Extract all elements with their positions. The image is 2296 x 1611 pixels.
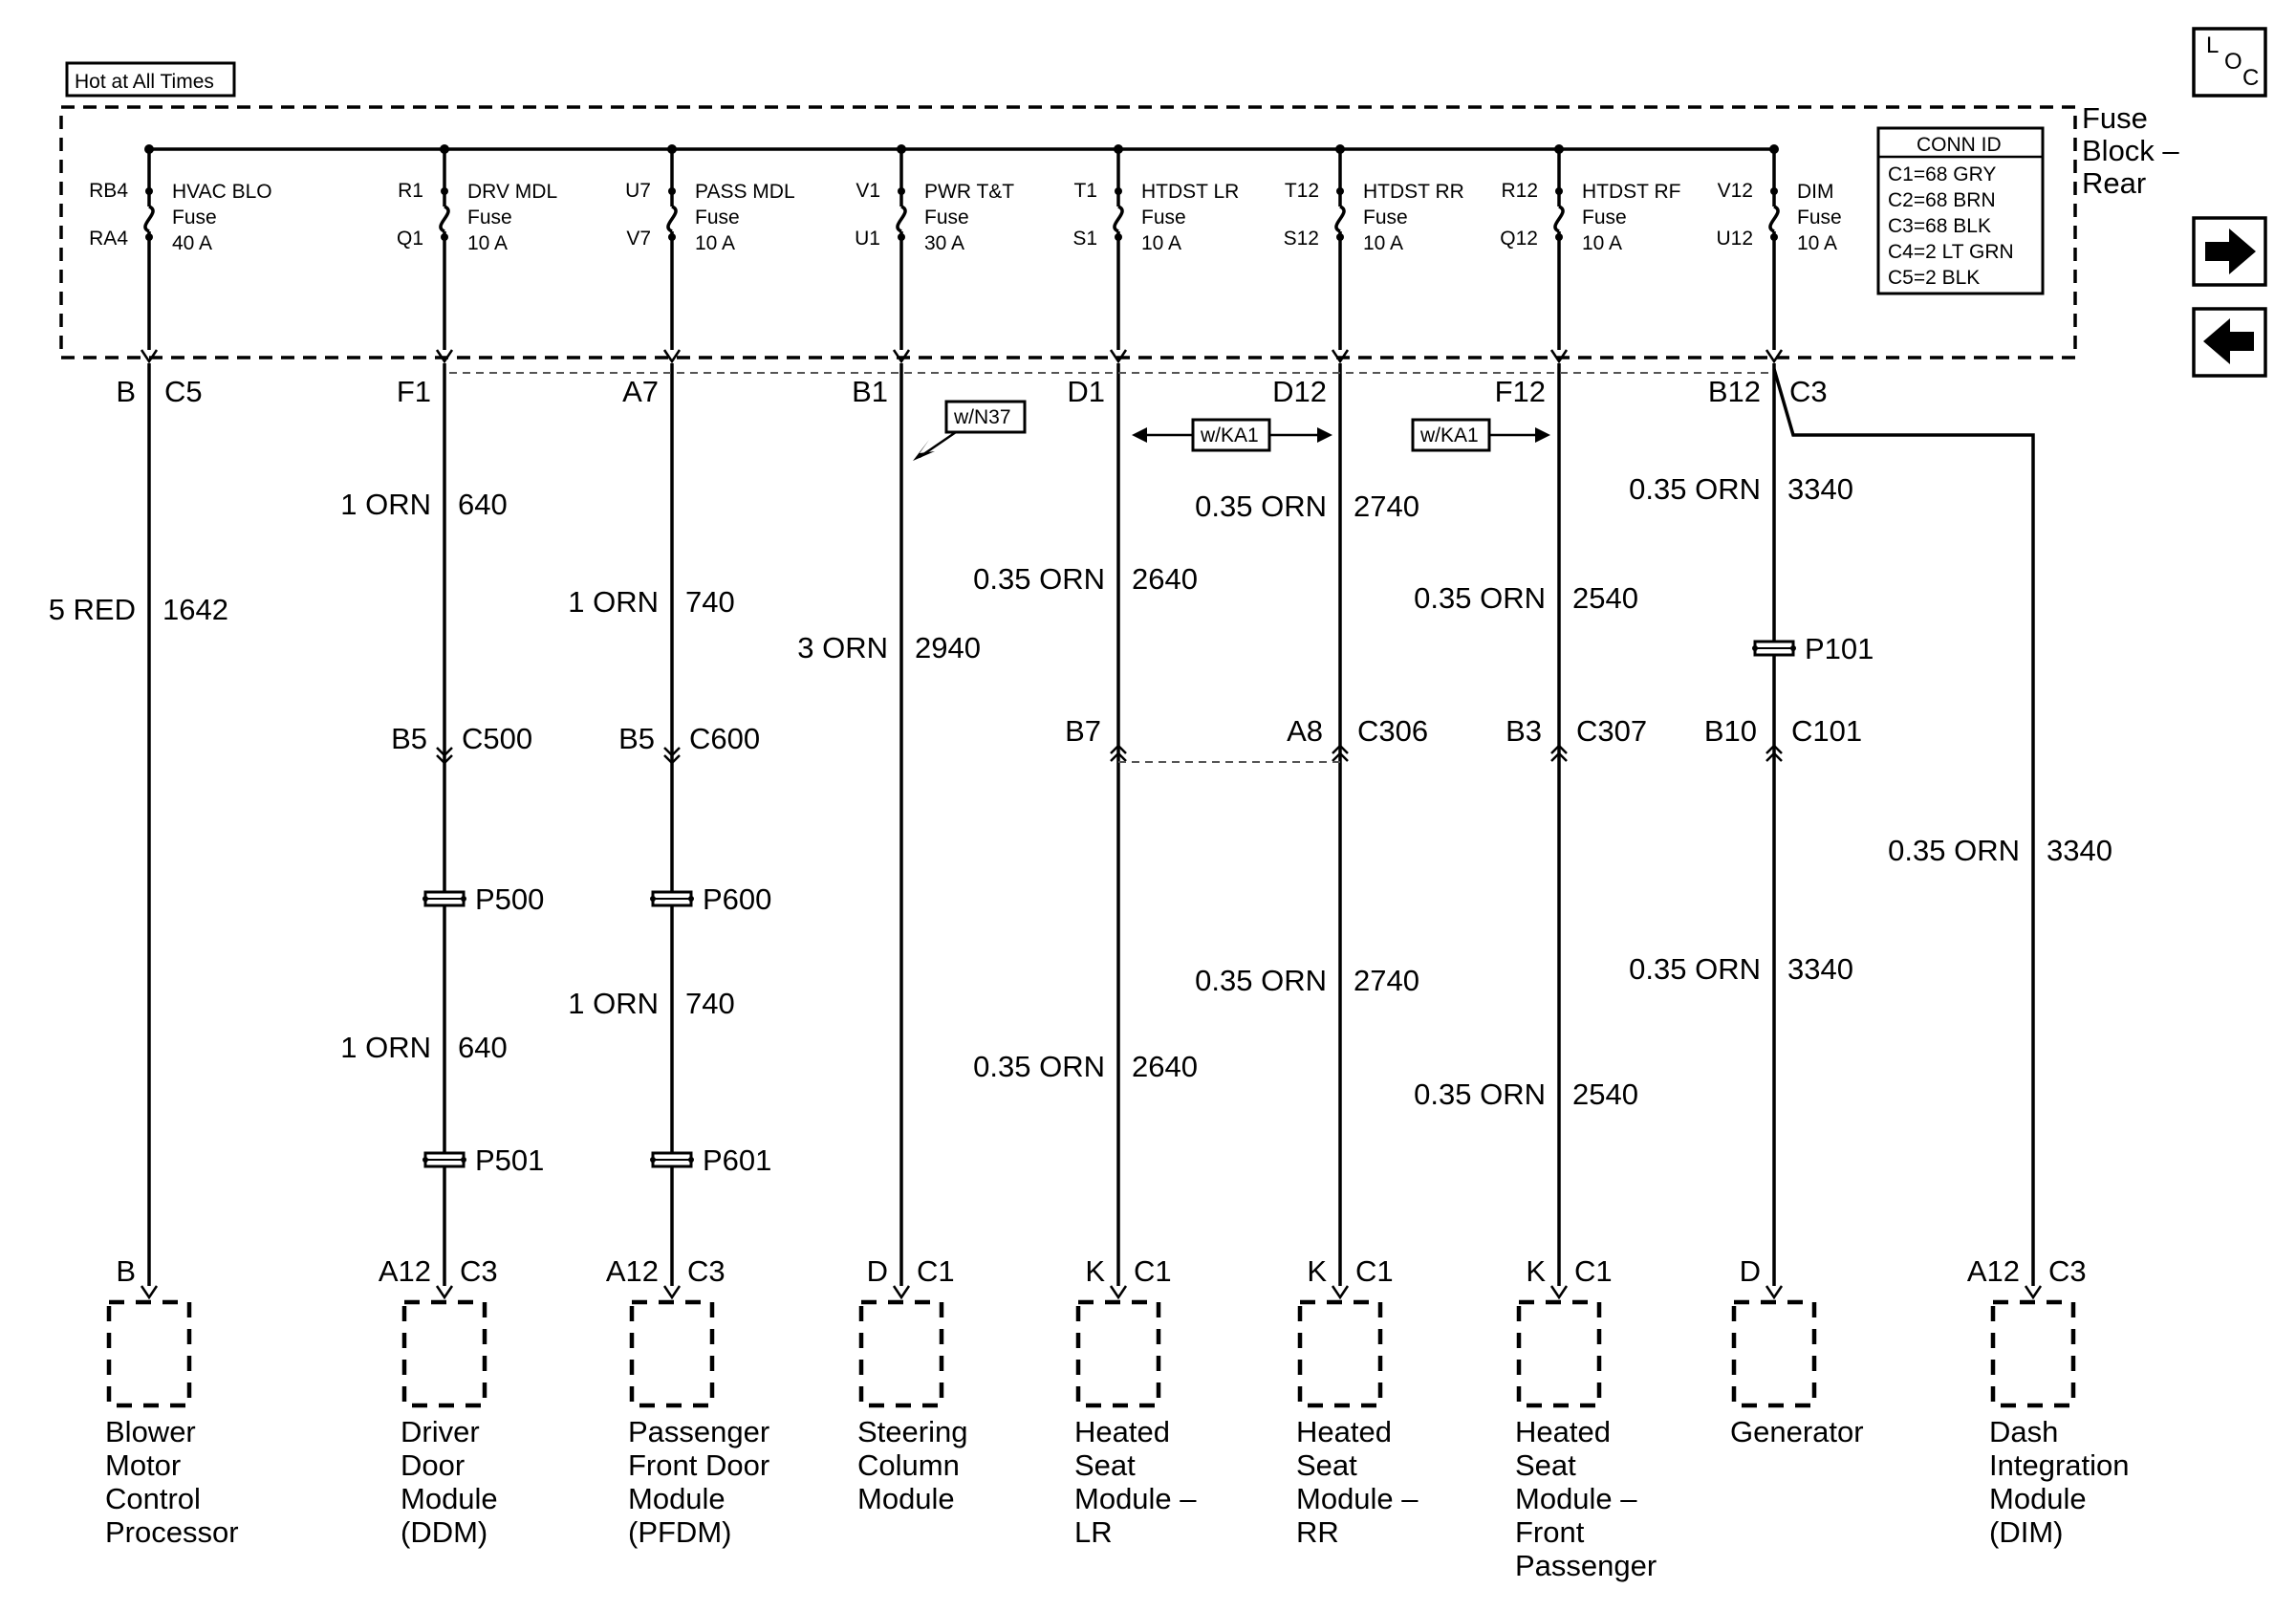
option-ka1-label-a: w/KA1 [1201, 425, 1259, 446]
output-connector: C5 [164, 375, 203, 408]
inline-connector: C307 [1576, 714, 1648, 748]
component-name: Module [401, 1482, 498, 1515]
wire-circuit: 2940 [915, 631, 981, 664]
output-pin: D1 [1067, 375, 1105, 408]
component-name: Module – [1296, 1482, 1419, 1515]
fuse-icon [898, 207, 905, 231]
fuse-block-terminal [141, 350, 157, 361]
loc-letter-l: L [2206, 33, 2220, 58]
output-pin: F12 [1494, 375, 1546, 408]
component-pin: A12 [605, 1254, 659, 1288]
component-pin: B [116, 1254, 136, 1288]
fuse-amps: 10 A [1582, 232, 1623, 254]
fuse [1769, 144, 1779, 350]
component-connector: C3 [460, 1254, 498, 1288]
fuse [897, 144, 906, 350]
fuse-amps: 10 A [695, 232, 736, 254]
fuse-name: HTDST LR [1141, 181, 1240, 203]
splice-label: P101 [1805, 632, 1874, 665]
component-pin: K [1307, 1254, 1327, 1288]
fuse-word: Fuse [172, 207, 217, 229]
component-connector: C3 [687, 1254, 726, 1288]
component-terminal [1332, 1286, 1348, 1297]
conn-id-row: C1=68 GRY [1888, 163, 1997, 185]
conn-id-row: C4=2 LT GRN [1888, 241, 2014, 263]
component-name: Seat [1296, 1448, 1357, 1482]
fuse-amps: 40 A [172, 232, 213, 254]
fuse-amps: 30 A [924, 232, 965, 254]
component-connector: C1 [1134, 1254, 1172, 1288]
fuse-word: Fuse [695, 207, 740, 229]
fuse-pin-bottom: U1 [855, 228, 880, 250]
component-name: Door [401, 1448, 466, 1482]
component-terminal [1551, 1286, 1567, 1297]
component-name: Module [857, 1482, 955, 1515]
wire-gauge: 1 ORN [568, 585, 659, 619]
component-box [1300, 1302, 1380, 1405]
inline-pin: B5 [618, 722, 655, 755]
fuse-amps: 10 A [467, 232, 509, 254]
component-name: Control [105, 1482, 201, 1515]
output-pin: A7 [622, 375, 659, 408]
loc-letter-o: O [2224, 49, 2242, 75]
fuse-pin-top: R1 [398, 180, 423, 202]
fuse-name: PASS MDL [695, 181, 795, 203]
fuse-pin-bottom: S1 [1072, 228, 1097, 250]
fuse-word: Fuse [1797, 207, 1842, 229]
fuse-name: DRV MDL [467, 181, 558, 203]
wire-circuit: 3340 [2047, 834, 2112, 867]
fuse-block-label-1: Fuse [2082, 101, 2148, 135]
fuse-pin-bottom: Q12 [1500, 228, 1538, 250]
loc-button[interactable] [2194, 29, 2265, 96]
wire-circuit: 2540 [1572, 1078, 1638, 1111]
component-name: (DIM) [1989, 1515, 2064, 1549]
component-connector: C1 [1355, 1254, 1394, 1288]
wire-circuit: 740 [685, 987, 735, 1020]
fuse-word: Fuse [1363, 207, 1408, 229]
component-terminal [2025, 1286, 2041, 1297]
component-name: Dash [1989, 1415, 2059, 1448]
fuse-pin-top: V12 [1717, 180, 1753, 202]
component-box [109, 1302, 189, 1405]
fuse [440, 144, 449, 350]
component-box [1519, 1302, 1599, 1405]
next-page-button[interactable] [2194, 218, 2265, 285]
wire-circuit: 740 [685, 585, 735, 619]
component-name: Heated [1296, 1415, 1392, 1448]
wire-gauge: 1 ORN [340, 1031, 431, 1064]
component-box [1734, 1302, 1814, 1405]
fuse-pin-bottom: U12 [1716, 228, 1753, 250]
inline-pin: B10 [1703, 714, 1757, 748]
fuse-icon [1555, 207, 1563, 231]
fuse-name: PWR T&T [924, 181, 1015, 203]
fuse-word: Fuse [1582, 207, 1627, 229]
wire-circuit: 2640 [1132, 1050, 1198, 1083]
wire-gauge: 5 RED [48, 593, 136, 626]
splice-label: P601 [703, 1143, 772, 1177]
fuse-word: Fuse [1141, 207, 1186, 229]
wire-gauge: 1 ORN [340, 488, 431, 521]
wire-gauge: 1 ORN [568, 987, 659, 1020]
option-n37-label: w/N37 [954, 406, 1011, 428]
component-connector: C1 [917, 1254, 955, 1288]
wire-gauge: 3 ORN [797, 631, 888, 664]
splice-p500 [422, 892, 466, 905]
component-name: Module [628, 1482, 726, 1515]
component-name: (PFDM) [628, 1515, 732, 1549]
fuse-pin-bottom: Q1 [396, 228, 423, 250]
splice-p600 [650, 892, 694, 905]
wire-circuit: 3340 [1787, 472, 1853, 506]
component-terminal [1111, 1286, 1126, 1297]
fuse [1114, 144, 1123, 350]
component-name: Motor [105, 1448, 182, 1482]
component-pin: D [866, 1254, 888, 1288]
fuse-pin-top: V1 [856, 180, 880, 202]
conn-id-row: C2=68 BRN [1888, 189, 1996, 211]
fuse [1335, 144, 1345, 350]
inline-pin: B3 [1505, 714, 1542, 748]
wire-circuit: 640 [458, 1031, 508, 1064]
output-pin: D12 [1272, 375, 1327, 408]
component-pin: D [1739, 1254, 1761, 1288]
fuse-block-terminal [437, 350, 452, 361]
prev-page-button[interactable] [2194, 309, 2265, 376]
inline-pin: A8 [1287, 714, 1323, 748]
component-pin: A12 [378, 1254, 431, 1288]
component-box [404, 1302, 485, 1405]
wire-gauge: 0.35 ORN [1629, 472, 1761, 506]
wire-gauge: 0.35 ORN [1414, 581, 1546, 615]
component-name: Column [857, 1448, 960, 1482]
component-name: Module – [1074, 1482, 1197, 1515]
fuse-block-terminal [1551, 350, 1567, 361]
component-name: Steering [857, 1415, 968, 1448]
fuse-pin-top: T1 [1073, 180, 1097, 202]
output-pin: B [116, 375, 136, 408]
component-terminal [894, 1286, 909, 1297]
fuse [1554, 144, 1564, 350]
fuse-pin-top: U7 [625, 180, 651, 202]
fuse-amps: 10 A [1797, 232, 1838, 254]
wire-dim [1774, 369, 2033, 1286]
fuse [667, 144, 677, 350]
component-name: Front Door [628, 1448, 770, 1482]
fuse-icon [1336, 207, 1344, 231]
output-pin: F1 [396, 375, 431, 408]
fuse-amps: 10 A [1141, 232, 1182, 254]
output-pin: B12 [1707, 375, 1761, 408]
fuse-icon [1115, 207, 1122, 231]
fuse-name: HTDST RF [1582, 181, 1681, 203]
fuse-pin-top: R12 [1501, 180, 1538, 202]
wire-circuit: 2540 [1572, 581, 1638, 615]
component-terminal [141, 1286, 157, 1297]
component-terminal [664, 1286, 680, 1297]
component-name: (DDM) [401, 1515, 488, 1549]
wire-gauge: 0.35 ORN [1195, 964, 1327, 997]
splice-label: P501 [475, 1143, 545, 1177]
component-name: RR [1296, 1515, 1339, 1549]
fuse-pin-bottom: V7 [626, 228, 651, 250]
component-name: Driver [401, 1415, 480, 1448]
fuse-block-terminal [1766, 350, 1782, 361]
component-name: Passenger [628, 1415, 770, 1448]
component-pin: A12 [1966, 1254, 2020, 1288]
fuse [144, 144, 154, 350]
fuse-word: Fuse [467, 207, 512, 229]
fuse-block-label-2: Block – [2082, 134, 2179, 167]
splice-p601 [650, 1153, 694, 1166]
wire-gauge: 0.35 ORN [1414, 1078, 1546, 1111]
fuse-block-terminal [664, 350, 680, 361]
fuse-block-terminal [1332, 350, 1348, 361]
fuse-icon [441, 207, 448, 231]
option-ka1-rf [1413, 420, 1550, 450]
fuse-pin-bottom: RA4 [89, 228, 128, 250]
splice-p101 [1752, 642, 1796, 655]
component-connector: C1 [1574, 1254, 1613, 1288]
fuse-block-label-3: Rear [2082, 166, 2147, 200]
component-terminal [437, 1286, 452, 1297]
wire-gauge: 0.35 ORN [1629, 952, 1761, 986]
component-name: Integration [1989, 1448, 2130, 1482]
fuse-name: HVAC BLO [172, 181, 272, 203]
splice-p501 [422, 1153, 466, 1166]
inline-pin: B5 [391, 722, 427, 755]
component-name: Seat [1074, 1448, 1136, 1482]
inline-pin: B7 [1065, 714, 1101, 748]
component-name: Heated [1515, 1415, 1611, 1448]
fuse-icon [668, 207, 676, 231]
fuse-icon [145, 207, 153, 231]
loc-letter-c: C [2242, 65, 2260, 91]
hot-label: Hot at All Times [75, 71, 214, 93]
wire-gauge: 0.35 ORN [973, 562, 1105, 596]
component-name: Module – [1515, 1482, 1637, 1515]
fuse-pin-top: RB4 [89, 180, 128, 202]
fuse-word: Fuse [924, 207, 969, 229]
component-pin: K [1526, 1254, 1546, 1288]
option-ka1-label-b: w/KA1 [1420, 425, 1479, 446]
inline-connector: C101 [1791, 714, 1863, 748]
wire-circuit: 640 [458, 488, 508, 521]
component-name: Heated [1074, 1415, 1170, 1448]
wire-gauge: 0.35 ORN [973, 1050, 1105, 1083]
component-connector: C3 [2048, 1254, 2087, 1288]
component-name: Passenger [1515, 1549, 1657, 1582]
fuse-amps: 10 A [1363, 232, 1404, 254]
wire-circuit: 2640 [1132, 562, 1198, 596]
fuse-name: HTDST RR [1363, 181, 1464, 203]
fuse-name: DIM [1797, 181, 1834, 203]
component-name: Processor [105, 1515, 239, 1549]
wire-gauge: 0.35 ORN [1888, 834, 2020, 867]
component-name: LR [1074, 1515, 1113, 1549]
fuse-icon [1770, 207, 1778, 231]
fuse-block-terminal [1111, 350, 1126, 361]
wire-circuit: 2740 [1354, 490, 1419, 523]
component-box [1993, 1302, 2073, 1405]
inline-connector: C500 [462, 722, 533, 755]
wire-circuit: 2740 [1354, 964, 1419, 997]
conn-id-table [1878, 128, 2043, 294]
conn-id-row: C3=68 BLK [1888, 215, 1991, 237]
splice-label: P500 [475, 882, 545, 916]
splice-label: P600 [703, 882, 772, 916]
component-box [861, 1302, 942, 1405]
option-ka1-lr-rr [1132, 420, 1332, 450]
inline-connector: C306 [1357, 714, 1429, 748]
option-n37 [913, 402, 1025, 461]
conn-id-title: CONN ID [1917, 134, 2002, 156]
component-box [1078, 1302, 1159, 1405]
wire-gauge: 0.35 ORN [1195, 490, 1327, 523]
component-terminal [1766, 1286, 1782, 1297]
component-name: Blower [105, 1415, 196, 1448]
wire-circuit: 3340 [1787, 952, 1853, 986]
component-name: Generator [1730, 1415, 1864, 1448]
wire-circuit: 1642 [162, 593, 228, 626]
output-connector: C3 [1789, 375, 1828, 408]
output-pin: B1 [852, 375, 888, 408]
fuse-pin-bottom: S12 [1283, 228, 1319, 250]
conn-id-row: C5=2 BLK [1888, 267, 1981, 289]
component-name: Seat [1515, 1448, 1576, 1482]
component-box [632, 1302, 712, 1405]
fuse-pin-top: T12 [1284, 180, 1319, 202]
inline-connector: C600 [689, 722, 761, 755]
component-name: Module [1989, 1482, 2087, 1515]
component-name: Front [1515, 1515, 1585, 1549]
fuse-block-terminal [894, 350, 909, 361]
component-pin: K [1085, 1254, 1105, 1288]
